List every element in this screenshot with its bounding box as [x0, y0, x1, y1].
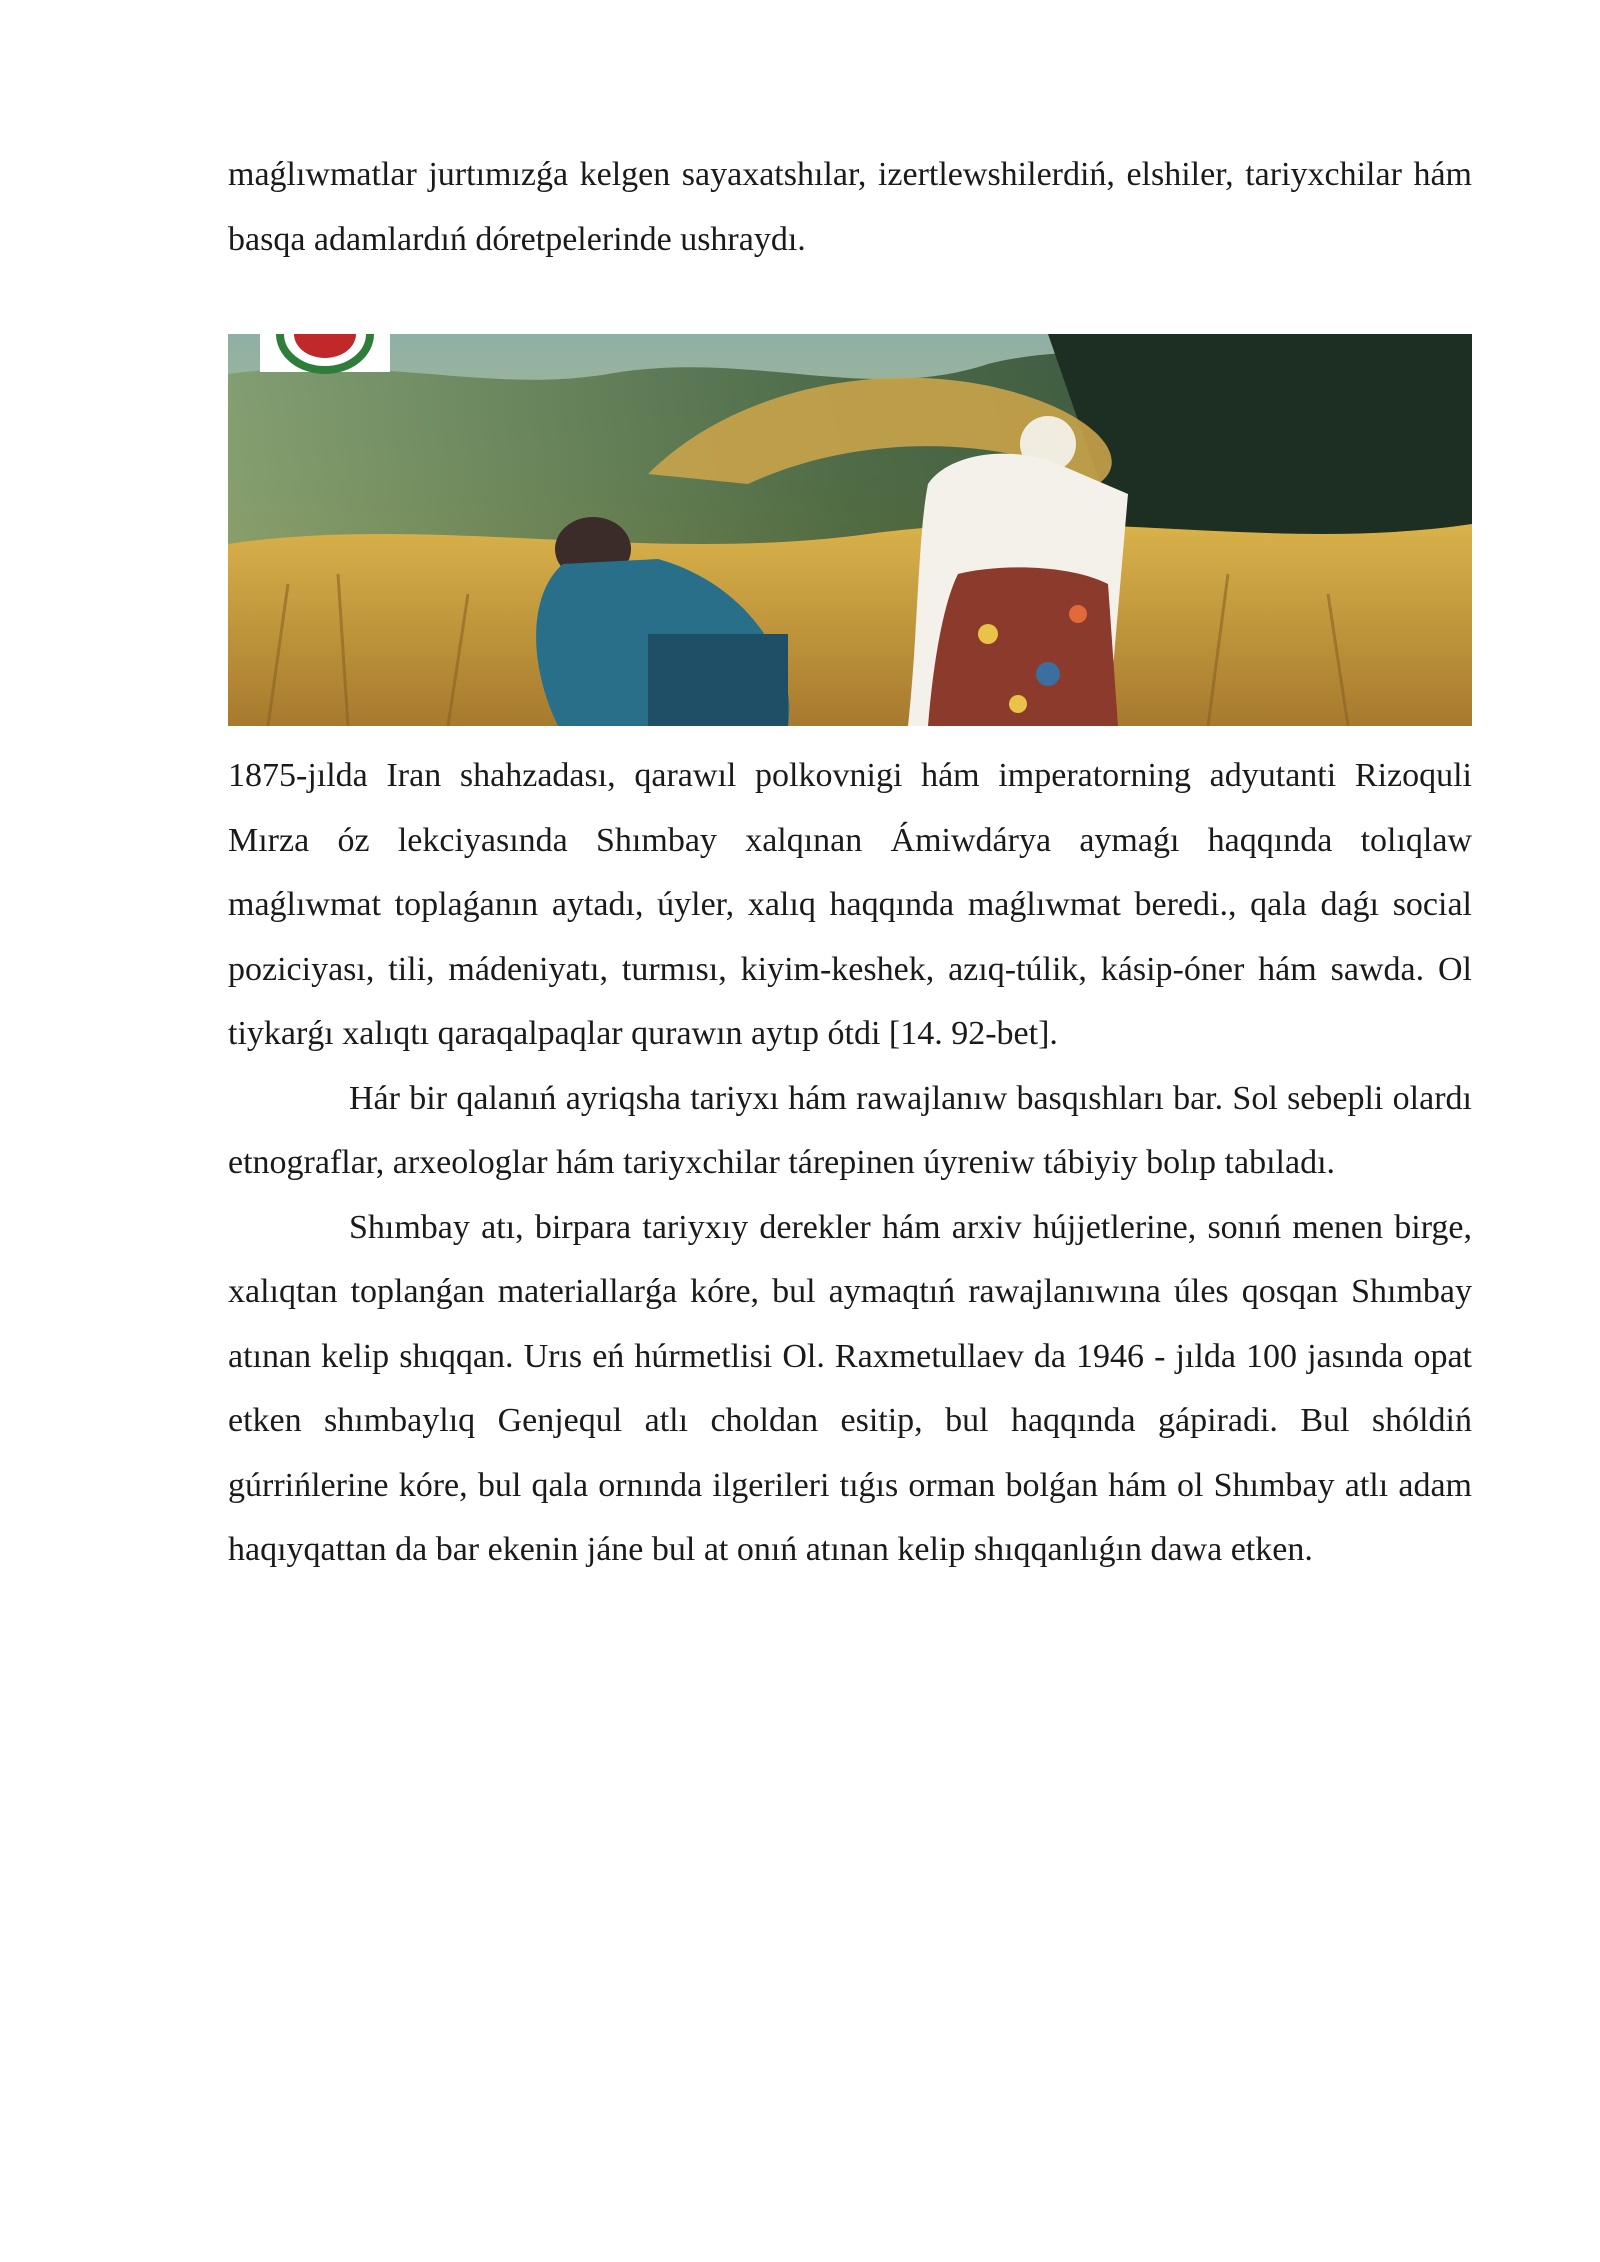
emblem-logo	[260, 334, 390, 372]
paragraph-city-history: Hár bir qalanıń ayriqsha tariyxı hám rawajlanıw basqıshları bar. Sol sebepli olardı etnograflar, arxeologlar hám tariyxchilar tárepinen úyreniw tábiyiy bolıp tabıladı.	[228, 1079, 1472, 1181]
intro-text-block	[228, 143, 1472, 272]
harvest-photo-illustration	[228, 334, 1472, 726]
paragraph-1875: 1875-jılda Iran shahzadası, qarawıl polkovnigi hám imperatorning adyutanti Rizoquli Mırza óz lekciyasında Shımbay xalqınan Ámiwdárya aymaǵı haqqında tolıqlaw maǵlıwmat toplaǵanın aytadı, úyler, xalıq haqqında maǵlıwmat beredi., qala daǵı social poziciyası, tili, mádeniyatı, turmısı, kiyim-keshek, azıq-túlik, kásip-óner hám sawda. Ol tiykarǵı xalıqtı qaraqalpaqlar qurawın aytıp ótdi [14. 92-bet].	[228, 757, 1472, 1052]
harvest-photo	[228, 334, 1472, 726]
intro-paragraph: maǵlıwmatlar jurtımızǵa kelgen sayaxatshılar, izertlewshilerdiń, elshiler, tariyxchilar hám basqa adamlardıń dóretpelerinde ushraydı.	[228, 156, 1472, 258]
body-text-block	[228, 744, 1472, 1583]
paragraph-shimbay-name: Shımbay atı, birpara tariyxıy derekler hám arxiv hújjetlerine, sonıń menen birge, xalıqtan toplanǵan materiallarǵa kóre, bul aymaqtıń rawajlanıwına úles qosqan Shımbay atınan kelip shıqqan. Urıs eń húrmetlisi Ol. Raxmetullaev da 1946 - jılda 100 jasında opat etken shımbaylıq Genjequl atlı choldan esitip, bul haqqında gápiradi. Bul shóldiń gúrrińlerine kóre, bul qala ornında ilgerileri tıǵıs orman bolǵan hám ol Shımbay atlı adam haqıyqattan da bar ekenin jáne bul at onıń atınan kelip shıqqanlıǵın dawa etken.	[228, 1208, 1472, 1568]
